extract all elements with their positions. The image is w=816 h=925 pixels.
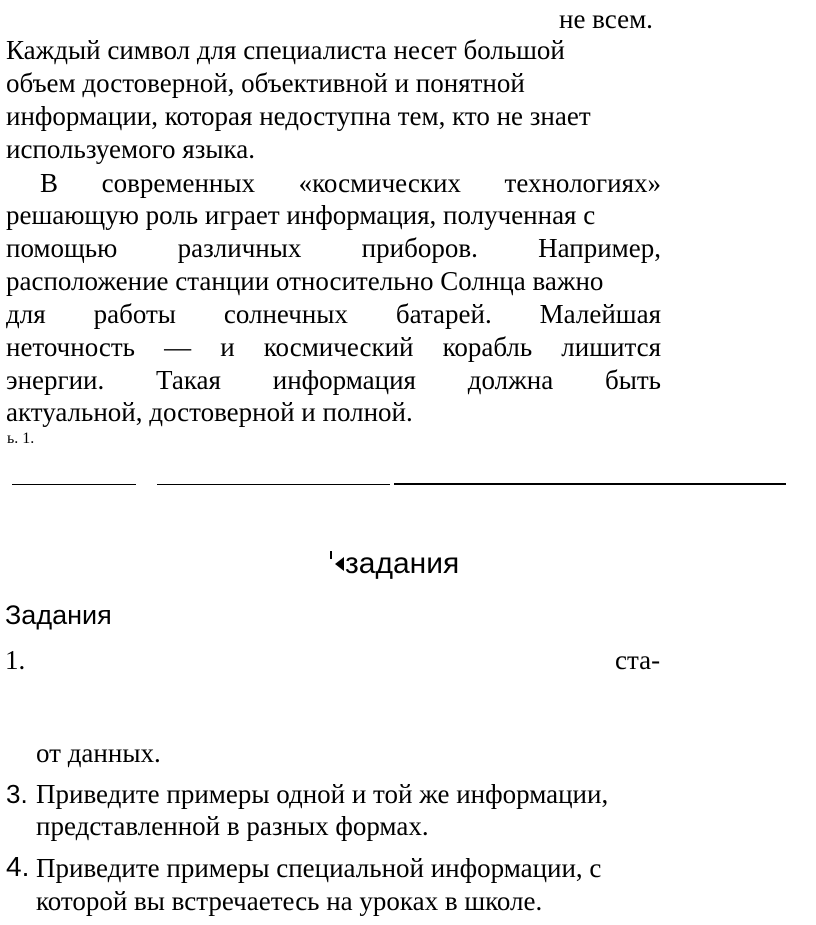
task-3-number: 3. xyxy=(6,779,28,809)
section-heading xyxy=(330,546,459,582)
paragraph-1-line: используемого языка. xyxy=(6,134,255,164)
paragraph-2-line: В современных «космических технологиях» xyxy=(40,168,661,198)
paragraph-1-line: Каждый символ для специалиста несет большой xyxy=(6,35,565,65)
paragraph-1-line: информации, которая недоступна тем, кто не знает xyxy=(6,101,591,131)
tasks-heading: Задания xyxy=(5,600,112,630)
task-2-fragment: от данных. xyxy=(36,738,161,768)
paragraph-2-line: помощью различных приборов. Например, xyxy=(6,233,661,263)
task-1-fragment: ста- xyxy=(615,645,661,675)
paragraph-2-line: неточность — и космический корабль лишится xyxy=(6,332,661,362)
task-4-line: которой вы встречаетесь на уроках в школе. xyxy=(36,886,543,916)
paragraph-2-line: актуальной, достоверной и полной. xyxy=(6,397,413,427)
paragraph-2-line: энергии. Такая информация должна быть xyxy=(6,365,661,395)
task-4-number: 4. xyxy=(6,851,30,882)
divider-right xyxy=(394,483,786,485)
tick-mark xyxy=(330,551,332,559)
paragraph-1-line: объем достоверной, объективной и понятной xyxy=(6,68,525,98)
top-fragment: не всем. xyxy=(559,4,653,34)
paragraph-2-line: решающую роль играет информация, полученная с xyxy=(6,200,596,230)
divider-left xyxy=(12,484,136,485)
footnote-fragment: ь. 1. xyxy=(7,430,35,447)
task-1-number: 1. xyxy=(5,645,26,675)
triangle-marker-icon xyxy=(335,557,344,571)
paragraph-2-line: расположение станции относительно Солнца важно xyxy=(6,266,604,296)
task-4-line: Приведите примеры специальной информации, с xyxy=(36,853,602,883)
task-3-line: Приведите примеры одной и той же информации, xyxy=(36,779,609,809)
paragraph-2-line: для работы солнечных батарей. Малейшая xyxy=(6,299,661,329)
section-heading-text: задания xyxy=(345,547,460,580)
task-3-line: представленной в разных формах. xyxy=(36,811,429,841)
divider-middle xyxy=(157,484,390,485)
